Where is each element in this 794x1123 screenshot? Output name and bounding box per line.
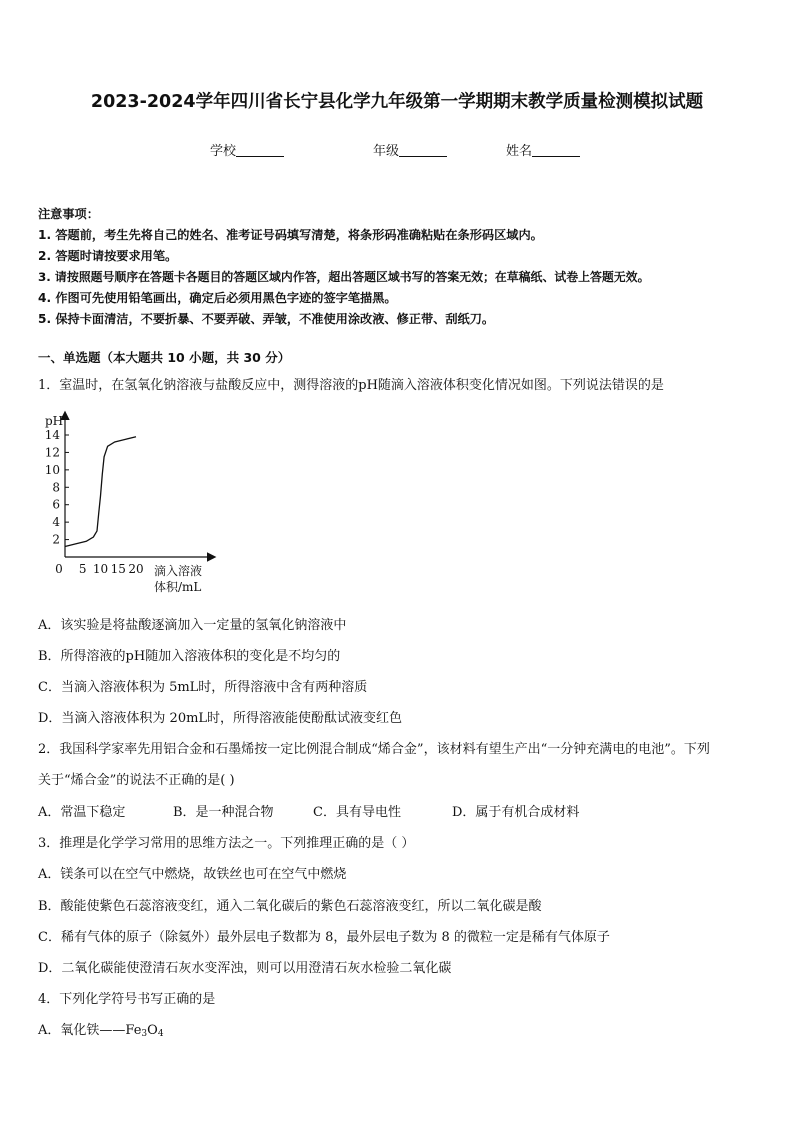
- q2-option-d[interactable]: D．属于有机合成材料: [452, 805, 580, 820]
- q1-option-a[interactable]: A．该实验是将盐酸逐滴加入一定量的氢氧化钠溶液中: [38, 618, 347, 633]
- q3-option-b[interactable]: B．酸能使紫色石蕊溶液变红，通入二氧化碳后的紫色石蕊溶液变红，所以二氧化碳是酸: [38, 899, 542, 914]
- x-tick-label: 5: [78, 562, 87, 576]
- x-tick-label: 0: [55, 562, 63, 576]
- question-2-stem-line1: 2．我国科学家率先用铝合金和石墨烯按一定比例混合制成“烯合金”，该材料有望生产出“一分钟充满电的电池”。下列: [38, 742, 710, 757]
- q2-option-a[interactable]: A．常温下稳定: [38, 805, 126, 820]
- name-field[interactable]: 姓名: [506, 140, 580, 159]
- note-item: 1. 答题前，考生先将自己的姓名、准考证号码填写清楚，将条形码准确粘贴在条形码区域内。: [38, 228, 543, 242]
- x-tick-label: 15: [110, 562, 126, 576]
- note-item: 4. 作图可先使用铅笔画出，确定后必须用黑色字迹的签字笔描黑。: [38, 291, 397, 305]
- q2-option-c[interactable]: C．具有导电性: [313, 805, 401, 820]
- x-axis-label-line2: 体积/mL: [154, 580, 202, 594]
- q3-option-c[interactable]: C．稀有气体的原子（除氦外）最外层电子数都为 8，最外层电子数为 8 的微粒一定是稀有气体原子: [38, 930, 610, 945]
- page-title: 2023-2024学年四川省长宁县化学九年级第一学期期末教学质量检测模拟试题: [90, 92, 704, 112]
- notes-heading: 注意事项：: [38, 207, 99, 221]
- y-tick-label: 6: [52, 497, 60, 512]
- y-tick-label: 2: [52, 532, 60, 547]
- ph-curve: [65, 437, 136, 547]
- x-tick-label: 10: [92, 562, 109, 576]
- note-item: 3. 请按照题号顺序在答题卡各题目的答题区域内作答，超出答题区域书写的答案无效；在草稿纸、试卷上答题无效。: [38, 270, 650, 284]
- note-item: 5. 保持卡面清洁，不要折暴、不要弄破、弄皱，不准使用涂改液、修正带、刮纸刀。: [38, 312, 495, 326]
- q3-option-d[interactable]: D．二氧化碳能使澄清石灰水变浑浊，则可以用澄清石灰水检验二氧化碳: [38, 961, 452, 976]
- q1-option-d[interactable]: D．当滴入溶液体积为 20mL时，所得溶液能使酚酞试液变红色: [38, 711, 403, 726]
- grade-field[interactable]: 年级: [373, 140, 447, 159]
- question-2-stem-line2: 关于“烯合金”的说法不正确的是( ): [38, 773, 235, 788]
- x-axis-label-line1: 滴入溶液: [154, 564, 203, 578]
- y-tick-label: 12: [44, 445, 60, 460]
- y-tick-label: 8: [52, 480, 60, 495]
- notes-block: [38, 204, 649, 330]
- y-axis-label: pH: [45, 414, 64, 428]
- y-tick-label: 14: [44, 428, 60, 442]
- question-1-stem: 1．室温时，在氢氧化钠溶液与盐酸反应中，测得溶液的pH随滴入溶液体积变化情况如图。下列说法错误的是: [38, 378, 664, 393]
- question-3-stem: 3．推理是化学学习常用的思维方法之一。下列推理正确的是（ ）: [38, 836, 415, 851]
- section-heading: 一、单选题（本大题共 10 小题，共 30 分）: [38, 350, 291, 365]
- y-tick-label: 10: [44, 462, 60, 477]
- school-field[interactable]: 学校: [210, 140, 284, 159]
- question-4-stem: 4．下列化学符号书写正确的是: [38, 992, 216, 1007]
- note-item: 2. 答题时请按要求用笔。: [38, 249, 178, 263]
- y-tick-label: 4: [52, 515, 60, 530]
- q3-option-a[interactable]: A．镁条可以在空气中燃烧，故铁丝也可在空气中燃烧: [38, 867, 347, 882]
- q1-option-b[interactable]: B．所得溶液的pH随加入溶液体积的变化是不均匀的: [38, 649, 341, 664]
- x-tick-label: 20: [128, 562, 144, 576]
- q1-option-c[interactable]: C．当滴入溶液体积为 5mL时，所得溶液中含有两种溶质: [38, 680, 368, 695]
- q4-option-a[interactable]: A．氧化铁$——Fe_3O_4$: [38, 1023, 164, 1039]
- q2-option-b[interactable]: B．是一种混合物: [173, 805, 274, 820]
- ph-chart: [38, 405, 228, 605]
